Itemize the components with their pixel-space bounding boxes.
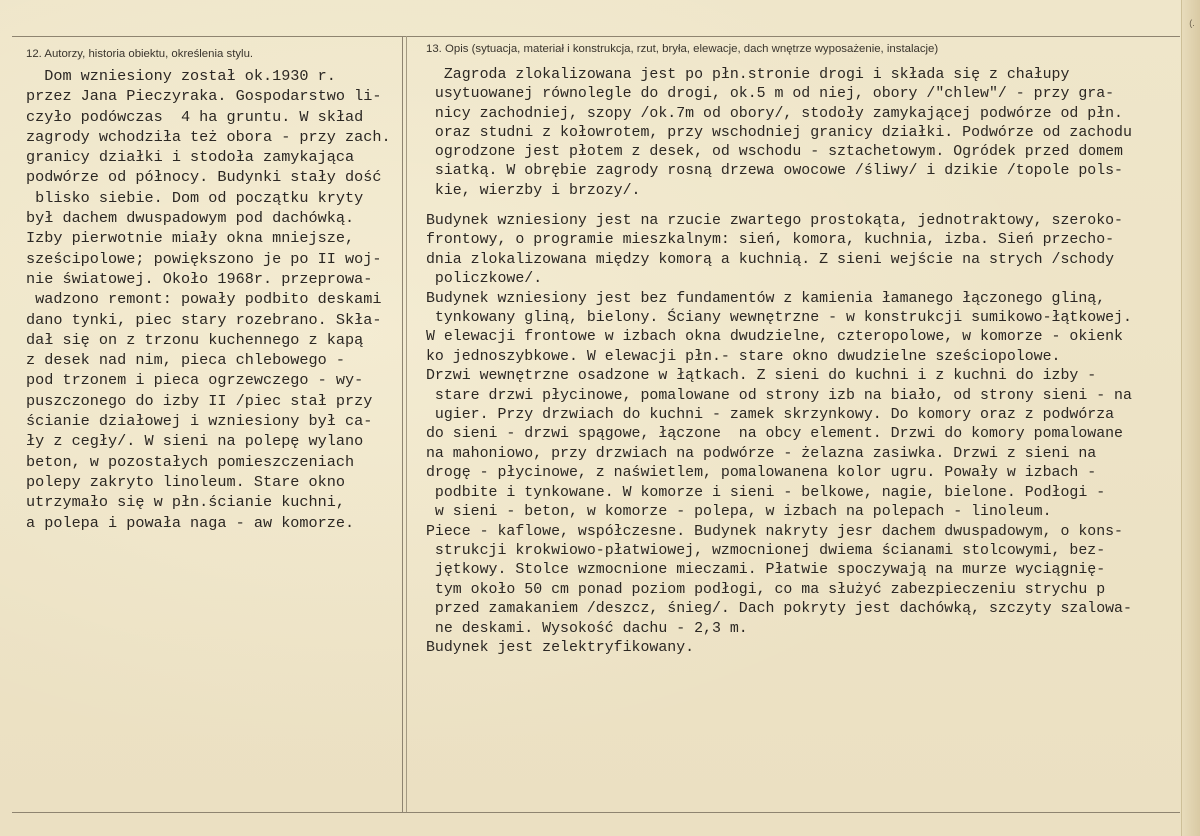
description-paragraph-1: Zagroda zlokalizowana jest po płn.stronie drogi i składa się z chałupy usytuowanej równolegle do drogi, ok.5 m od niej, obory /"chlew"/ - przy gra- nicy zachodniej, szopy /ok.7m od obory/, stodoły zamykającej podwórze od płn. oraz studni z kołowrotem, przy wschodniej granicy działki. Podwórze od zachodu ogrodzone jest płotem z desek, od wschodu - sztachetowym. Ogródek przed domem siatką. W obrębie zagrody rosną drzewa owocowe /śliwy/ i dzikie /topole pols- kie, wierzby i brzozy/. <box>434 67 1132 199</box>
column-divider-inner <box>406 36 407 812</box>
description-paragraph-2: Budynek wzniesiony jest na rzucie zwartego prostokąta, jednotraktowy, szeroko- frontowy, o programie mieszkalnym: sień, komora, kuchnia, izba. Sień przecho- dnia zlokalizowana między komorą a kuchnią. Z sieni wejście na strych /schody policzkowe/. Budynek wzniesiony jest bez fundamentów z kamienia łamanego łączonego gliną, tynkowany gliną, bielony. Ściany wewnętrzne - w konstrukcji sumikowo-łątkowej. W elewacji frontowe w izbach okna dwudzielne, czteropolowe, w komorze - okienk ko jednoszybkowe. W elewacji płn.- stare okno dwudzielne sześciopolowe. Drzwi wewnętrzne osadzone w łątkach. Z sieni do kuchni i z kuchni do izby - stare drzwi płycinowe, pomalowane od strony izb na biało, od strony sieni - na ugier. Przy drzwiach do kuchni - zamek skrzynkowy. Do komory oraz z podwórza do sieni - drzwi spągowe, łączone na obcy element. Drzwi do komory pomalowane na mahoniowo, przy drzwiach na podwórze - żelazna zasiwka. Drzwi z sieni na drogę - płycinowe, z naświetlem, pomalowanena kolor ugru. Powały w izbach - podbite i tynkowane. W komorze i sieni - belkowe, nagie, bielone. Podłogi - w sieni - beton, w komorze - polepa, w izbach na polepach - linoleum. Piece - kaflowe, współczesne. Budynek nakryty jesr dachem dwuspadowym, o kons- strukcji krokwiowo-płatwiowej, wzmocnionej dwiema ścianami stolcowymi, bez- jętkowy. Stolce wzmocnione mieczami. Płatwie spoczywają na murze wyciągnię- tym około 50 cm ponad poziom podłogi, co ma służyć zabezpieczeniu strychu p przed zamakaniem /deszcz, śnieg/. Dach pokryty jest dachówką, szczyty szalowa- ne deskami. Wysokość dachu - 2,3 m. Budynek jest zelektryfikowany. <box>426 213 1132 656</box>
section-13-header: 13. Opis (sytuacja, materiał i konstrukcja, rzut, bryła, elewacje, dach wnętrze wyposażenie, instalacje) <box>426 43 939 55</box>
page-edge <box>1181 0 1200 836</box>
top-rule <box>12 36 1180 37</box>
history-text: Dom wzniesiony został ok.1930 r. przez Jana Pieczyraka. Gospodarstwo li- czyło podówczas 4 ha gruntu. W skład zagrody wchodziła też obora - przy zach. granicy działki i stodoła zamykająca podwórze od północy. Budynki stały dość blisko siebie. Dom od początku kryty był dachem dwuspadowym pod dachówką. Izby pierwotnie miały okna mniejsze, sześcipolowe; powiększono je po II woj- nie światowej. Około 1968r. przeprowa- wadzono remont: powały podbito deskami dano tynki, piec stary rozebrano. Skła- dał się on z trzonu kuchennego z kapą z desek nad nim, pieca chlebowego - pod trzonem i pieca ogrzewczego - wy- puszczonego do izby II /piec stał przy ścianie działowej i wzniesiony był ca- ły z cegły/. W sieni na polepę wylano beton, w pozostałych pomieszczeniach polepy zakryto linoleum. Stare okno utrzymało się w płn.ścianie kuchni, a polepa i powała naga - aw komorze. <box>26 67 391 532</box>
margin-mark: (. <box>1189 18 1195 28</box>
column-divider <box>402 36 403 812</box>
section-12-header: 12. Autorzy, historia obiektu, określenia stylu. <box>26 48 254 60</box>
bottom-rule <box>12 812 1180 813</box>
